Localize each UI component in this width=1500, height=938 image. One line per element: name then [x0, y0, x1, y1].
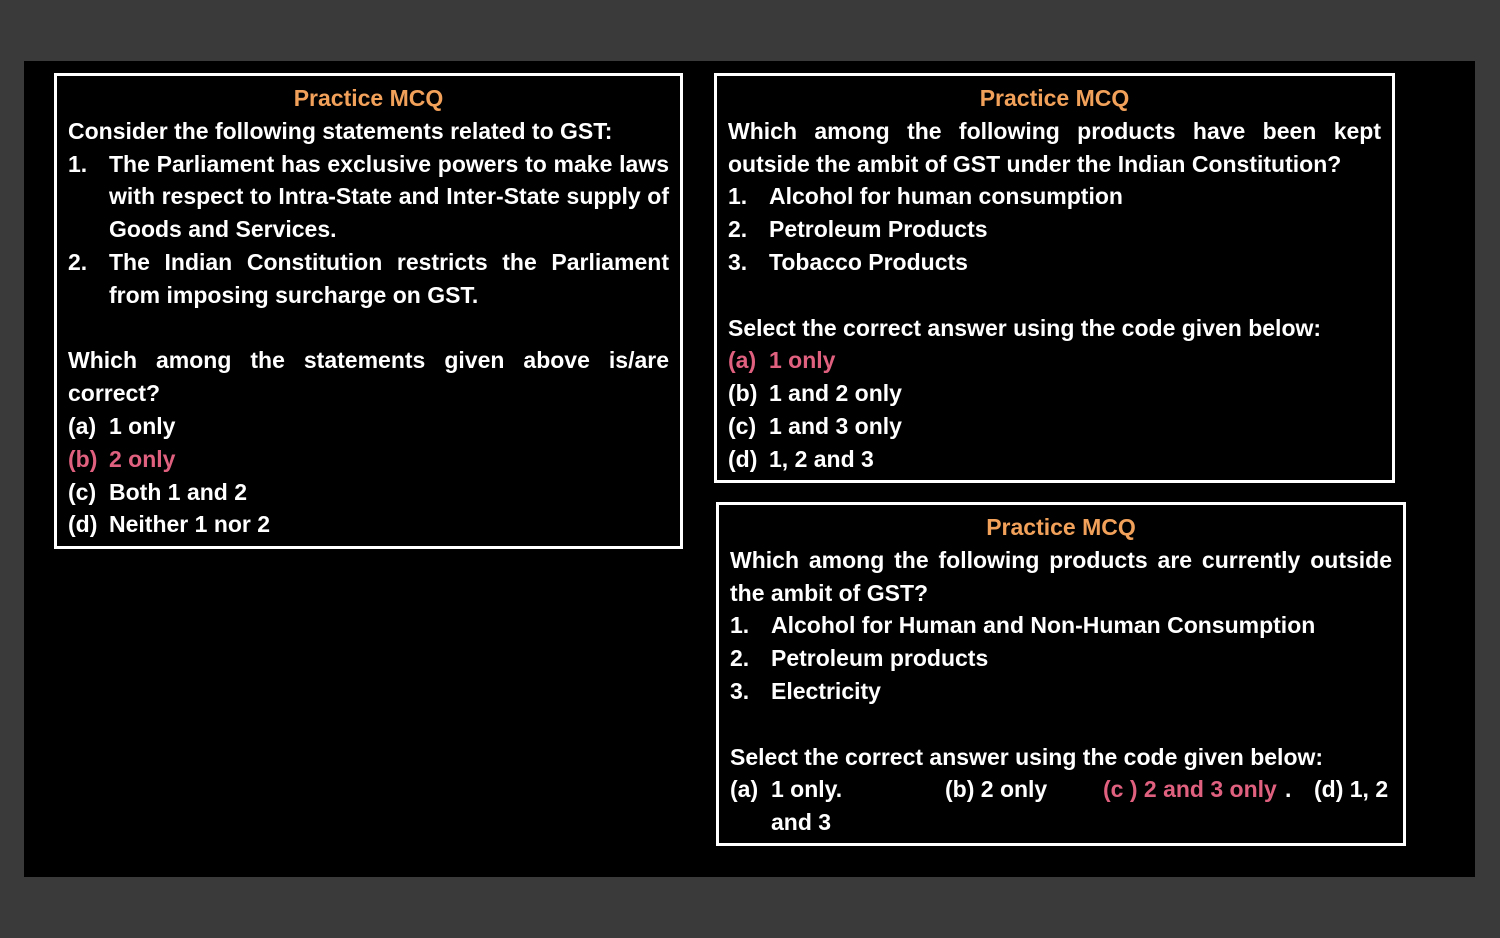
list-item — [730, 609, 1392, 642]
list-item — [728, 180, 1381, 213]
option-text: 1 and 2 only — [769, 380, 902, 407]
option-a-text: 1 only. — [771, 776, 843, 803]
item-text: Petroleum Products — [769, 216, 988, 243]
item-text: Alcohol for human consumption — [769, 183, 1123, 210]
option-label: (a) — [728, 347, 757, 374]
item-number: 1. — [728, 183, 748, 210]
option-label: (c) — [68, 478, 97, 505]
mcq-instruction: Select the correct answer using the code given below: — [730, 743, 1324, 770]
statement-item — [68, 246, 669, 312]
option-label: (c) — [728, 412, 757, 439]
mcq-title: Practice MCQ — [293, 85, 444, 111]
mcq-question: Which among the statements given above is/are correct? — [68, 347, 669, 407]
statement-text: The Parliament has exclusive powers to make laws with respect to Intra-State and Inter-State supply of Goods and Services. — [109, 150, 669, 243]
mcq-box-3 — [716, 502, 1406, 846]
mcq-box-2 — [714, 73, 1395, 483]
mcq-box-1 — [54, 73, 683, 549]
list-item — [730, 675, 1392, 708]
item-text: Petroleum products — [771, 645, 989, 672]
item-number: 2. — [730, 645, 750, 672]
item-text: Alcohol for Human and Non-Human Consumption — [771, 612, 1316, 639]
option-c — [728, 410, 1381, 443]
mcq-intro: Consider the following statements related to GST: — [68, 117, 613, 144]
statement-number: 1. — [68, 150, 88, 177]
option-d — [728, 443, 1381, 476]
list-item — [730, 642, 1392, 675]
item-number: 1. — [730, 612, 750, 639]
option-text: 1 and 3 only — [769, 412, 902, 439]
mcq-intro: Which among the following products have been kept outside the ambit of GST under the Indian Constitution? — [728, 117, 1381, 177]
mcq-title: Practice MCQ — [979, 85, 1130, 111]
option-c-correct: (c ) 2 and 3 only — [1103, 776, 1277, 803]
option-b: (b) 2 only — [945, 776, 1048, 803]
list-item — [728, 213, 1381, 246]
option-d — [68, 508, 669, 541]
mcq-instruction: Select the correct answer using the code given below: — [728, 314, 1322, 341]
item-text: Tobacco Products — [769, 248, 968, 275]
option-d-continued: and 3 — [771, 809, 832, 836]
mcq-intro: Which among the following products are currently outside the ambit of GST? — [730, 546, 1392, 606]
option-label: (b) — [68, 445, 98, 472]
option-text: 1 only — [109, 412, 176, 439]
option-label: (a) — [68, 412, 97, 439]
mcq-title: Practice MCQ — [986, 514, 1136, 540]
option-d: (d) 1, 2 — [1314, 776, 1389, 803]
statement-text: The Indian Constitution restricts the Parliament from imposing surcharge on GST. — [109, 248, 669, 308]
option-a-label: (a) — [730, 776, 759, 803]
statement-item — [68, 148, 669, 246]
list-item — [728, 246, 1381, 279]
option-text: Both 1 and 2 — [109, 478, 248, 505]
option-label: (d) — [68, 511, 98, 538]
slide — [24, 61, 1475, 877]
option-c — [68, 476, 669, 509]
option-text: 2 only — [109, 445, 176, 472]
option-b — [728, 377, 1381, 410]
item-number: 3. — [728, 248, 748, 275]
option-b-correct — [68, 443, 669, 476]
option-label: (b) — [728, 380, 758, 407]
option-a-correct — [728, 344, 1381, 377]
option-text: 1, 2 and 3 — [769, 445, 874, 472]
option-a — [68, 410, 669, 443]
option-c-period: . — [1285, 776, 1292, 803]
statement-number: 2. — [68, 248, 88, 275]
option-text: 1 only — [769, 347, 836, 374]
options-line-continued — [730, 806, 1392, 839]
options-line — [730, 773, 1392, 806]
option-text: Neither 1 nor 2 — [109, 511, 271, 538]
item-text: Electricity — [771, 677, 881, 704]
option-label: (d) — [728, 445, 758, 472]
item-number: 3. — [730, 677, 750, 704]
item-number: 2. — [728, 216, 748, 243]
